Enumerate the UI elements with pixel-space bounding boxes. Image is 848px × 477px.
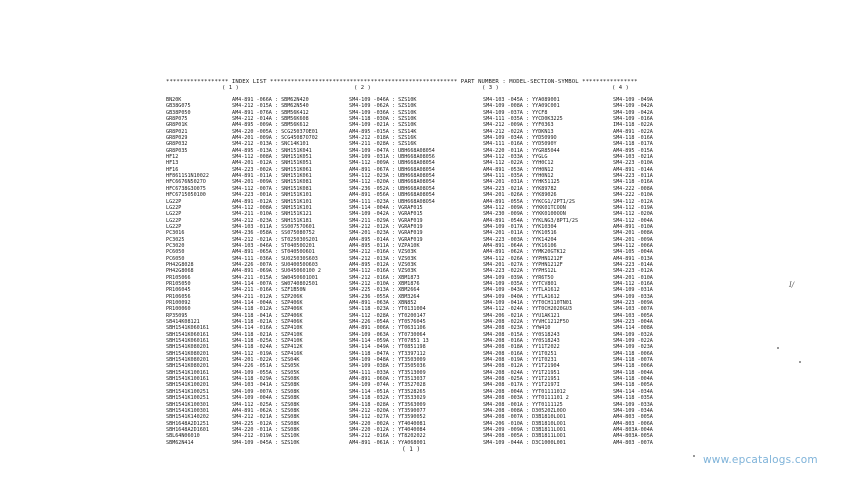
model-section-symbol-cell: AM4-891 -060A : YT3513037 (349, 376, 426, 383)
part-number-cell: SBL64N06010 (166, 433, 200, 440)
part-number-cell: SBH1541K060161 (166, 331, 209, 338)
part-number-cell: SBH1541K080201 (166, 350, 209, 357)
model-section-symbol-cell: AM4-891 -062A : SZS08K (232, 407, 300, 414)
model-section-symbol-cell: SM4-109 -033A (613, 401, 653, 408)
model-section-symbol-cell: SM4-201 -011A : YYK10516 (483, 230, 557, 237)
model-section-symbol-cell: SM4-112 -019A : SZP416K (232, 350, 303, 357)
part-number-cell: SBH1541K100301 (166, 407, 209, 414)
model-section-symbol-cell: SM4-223 -004A (613, 319, 653, 326)
model-section-symbol-cell: SM4-109 -008A : YYA09C001 (483, 103, 560, 110)
model-section-symbol-cell: AM4-891 -056A : UBH668A08054 (349, 192, 435, 199)
model-section-symbol-cell: SM4-118 -012A : SZP406K (232, 306, 303, 313)
model-section-symbol-cell: SM4-112 -022A : YYH0C12 (483, 160, 554, 167)
model-section-symbol-cell: SM4-201 -026A : YYK89026 (483, 192, 557, 199)
model-section-symbol-cell: SM4-208 -007A : D3B1810LOO1 (483, 414, 566, 421)
model-section-symbol-cell: SM4-118 -035A (613, 395, 653, 402)
model-section-symbol-cell: SM4-118 -047A : YT3397112 (349, 350, 426, 357)
model-section-symbol-cell: SM4-209 -009A : D3B1811LOO1 (483, 426, 566, 433)
model-section-symbol-cell: AM4-891 -064A : YYK16106 (483, 242, 557, 249)
part-number-cell: SB414K08121 (166, 319, 200, 326)
part-number-cell: SBH1648A2D1601 (166, 426, 209, 433)
part-number-cell: HF13 (166, 160, 179, 167)
model-section-symbol-cell: SM4-109 -045A : SZS10K (232, 439, 300, 446)
model-section-symbol-cell: AM4-201 -012A : SNH151K051 (232, 160, 312, 167)
part-number-cell: SBH1541K100301 (166, 401, 209, 408)
model-section-symbol-cell: SM4-206 -021A : YYU1AK121 (483, 312, 560, 319)
part-number-cell: PH42G8068 (166, 268, 194, 275)
model-section-symbol-cell: AM4-891 -055A : YYKCG1/2PT1/2S (483, 198, 576, 205)
model-section-symbol-cell: SM4-208 -003A : YYT0111101 2 (483, 395, 569, 402)
model-section-symbol-cell: SM4-109 -040A : YYTLA1612 (483, 293, 560, 300)
model-section-symbol-cell: SM4-111 -035A : YYH0N12 (483, 173, 554, 180)
model-section-symbol-cell: SM4-118 -032A : YT3533029 (349, 395, 426, 402)
model-section-symbol-cell: SM4-223 -010A (613, 160, 653, 167)
model-section-symbol-cell: SM4-109 -042A (613, 103, 653, 110)
model-section-symbol-cell: SM4-118 -006A (613, 350, 653, 357)
model-section-symbol-cell: AM4-891 -022A (613, 128, 653, 135)
model-section-symbol-cell: SM4-208 -023A : YYW410 (483, 325, 551, 332)
model-section-symbol-cell: SM4-223 -001A : SNH151K101 (232, 192, 312, 199)
part-number-cell: PR100092 (166, 300, 191, 306)
model-section-symbol-cell: SM4-109 -021A : SZS10K (349, 122, 417, 129)
model-section-symbol-cell: SM4-118 -004A (613, 376, 653, 383)
model-section-symbol-cell: SM4-109 -031A (613, 287, 653, 294)
model-section-symbol-cell: SM4-112 -012A (613, 198, 653, 205)
part-number-cell: SBH1541K080201 (166, 344, 209, 351)
model-section-symbol-cell: SM4-226 -051A : SZS05K (232, 363, 300, 370)
model-section-symbol-cell: SM4-208 -024A : YY1T21951 (483, 369, 560, 376)
model-section-symbol-cell: SM4-201 -027A : YYPHN1212F (483, 261, 563, 268)
model-section-symbol-cell: SM4-112 -020A (613, 211, 653, 218)
model-section-symbol-cell: SM4-112 -004A (613, 217, 653, 224)
model-section-symbol-cell: SM4-112 -009A : UBH668A08054 (349, 160, 435, 167)
model-section-symbol-cell: AM4-891 -063A : XBN852 (349, 300, 417, 306)
model-section-symbol-cell: SM4-223 -014A (613, 261, 653, 268)
part-number-cell: HFC6715050100 (166, 192, 206, 199)
model-section-symbol-cell: AM4-895 -015A : SZS14K (349, 128, 417, 135)
part-number-cell: PR105050 (166, 280, 191, 287)
model-section-symbol-cell: SM4-223 -009A (613, 300, 653, 306)
model-section-symbol-cell: SM4-208 -017A : YY1T2197I (483, 382, 560, 389)
model-section-symbol-cell: SM4-109 -047A : UBH668A08054 (349, 147, 435, 154)
model-section-symbol-cell: SM4-103 -021A (613, 154, 653, 161)
model-section-symbol-cell: AM4-891 -067A : UBH668A08054 (349, 166, 435, 173)
part-number-cell: PC6050 (166, 249, 185, 256)
model-section-symbol-cell: SM4-109 -022A (613, 338, 653, 345)
part-number-cell: PC3016 (166, 230, 185, 237)
part-number-cell: SBH1541K140202 (166, 414, 209, 421)
model-section-symbol-cell: SM4-201 -009A : SNH151K081 (232, 179, 312, 186)
part-number-cell: GR8P01K (166, 122, 188, 129)
model-section-symbol-cell: AM4-895 -011A : VZPA10K (349, 242, 420, 249)
model-section-symbol-cell: SM4-114 -004A : VGRAF015 (349, 204, 423, 211)
part-number-cell: SBH1541K060161 (166, 338, 209, 345)
model-section-symbol-cell: AM4-891 -065A : ST04050O6O1 (232, 249, 315, 256)
model-section-symbol-cell: SM4-111 -016A : YYD5090Y (483, 141, 557, 148)
model-section-symbol-cell: SM4-103 -046A : ST04050O201 (232, 242, 315, 249)
model-section-symbol-cell: SM4-118 -017A (613, 141, 653, 148)
model-section-symbol-cell: SM4-111 -033A : YT3513009 (349, 369, 426, 376)
model-section-symbol-cell: AM4-891 -062A : YYMK20GTK12 (483, 249, 566, 256)
part-number-cell: PR100060 (166, 306, 191, 313)
model-section-symbol-cell: AM4-891 -054A : YYKLNG3/8PT1/2S (483, 217, 579, 224)
model-section-symbol-cell: SM4-212 -023A : SNH151K181 (232, 217, 312, 224)
part-number-cell: GR8P021 (166, 128, 188, 135)
model-section-symbol-cell: SM4-212 -012A : VGRAF019 (349, 223, 423, 230)
model-section-symbol-cell: AM4-891 -014A (613, 166, 653, 173)
model-section-symbol-cell: SM4-212 -013A : SNC14K101 (232, 141, 309, 148)
column-3-label: ( 3 ) (482, 85, 499, 91)
model-section-symbol-cell: SM4-222 -010A (613, 192, 653, 199)
part-number-cell: GB38P050 (166, 109, 191, 116)
model-section-symbol-cell: SM4-223 -012A (613, 268, 653, 275)
model-section-symbol-cell: SM4-109 -034A (613, 407, 653, 414)
model-section-symbol-cell: SM4-118 -006A (613, 363, 653, 370)
model-section-symbol-cell: SM4-112 -027A : YT3590052 (349, 414, 426, 421)
model-section-symbol-cell: SM4-223 -022A : YYPHS12L (483, 268, 557, 275)
model-section-symbol-cell: SM4-211 -028A : SZS16K (349, 141, 417, 148)
model-section-symbol-cell: SM4-236 -052A : UBH668A08O54 (349, 185, 435, 192)
model-section-symbol-cell: SM4-226 -054A : YT0576045 (349, 319, 426, 326)
part-number-cell: LG22P (166, 198, 182, 205)
model-section-symbol-cell: AM4-891 -010A (613, 223, 653, 230)
model-section-symbol-cell: SM4-109 -048A : YT3503009 (349, 357, 426, 364)
part-number-cell: RP35095 (166, 312, 188, 319)
model-section-symbol-cell: SM4-109 -044A : D3C1000L001 (483, 439, 566, 446)
column-1-label: ( 1 ) (222, 85, 239, 91)
model-section-symbol-cell: SM4-109 -055A : SZS05K (232, 369, 300, 376)
model-section-symbol-cell: SM4-211 -029A : VGRAF019 (349, 217, 423, 224)
model-section-symbol-cell: SM4-109 -016A (613, 116, 653, 123)
model-section-symbol-cell: SM4-109 -062A : SZS10K (349, 103, 417, 110)
model-section-symbol-cell: SM4-206 -010A : D3B1810LOO1 (483, 420, 566, 427)
part-number-cell: HFC6676N5027O (166, 179, 206, 186)
model-section-symbol-cell: SM4-103 -041A : SZS08K (232, 382, 300, 389)
model-section-symbol-cell: SM4-109 -063A : YT0730064 (349, 331, 426, 338)
part-number-cell: SBH1541K100251 (166, 395, 209, 402)
part-number-cell: GR8P075 (166, 116, 188, 123)
scan-speck (777, 347, 779, 349)
part-number-cell: LG22P (166, 211, 182, 218)
model-section-symbol-cell: SM4-118 -007A (613, 357, 653, 364)
page-number: ( 1 ) (402, 446, 421, 453)
model-section-symbol-cell: SM4-109 -074A : YT3527028 (349, 382, 426, 389)
model-section-symbol-cell: AM4-803 -006A (613, 420, 653, 427)
model-section-symbol-cell: SM4-112 -008A : SNH151K101 (232, 204, 312, 211)
scan-speck (693, 455, 695, 457)
model-section-symbol-cell: SM4-223 -021A : YYK89782 (483, 185, 557, 192)
part-number-cell: PC3025 (166, 236, 185, 243)
model-section-symbol-cell: SM4-109 -046A : SZS10K (349, 97, 417, 103)
model-section-symbol-cell: SM4-211 -012A : SZP206K (232, 293, 303, 300)
model-section-symbol-cell: SM4-118 -021A : SZP410K (232, 331, 303, 338)
scan-speck (799, 361, 801, 363)
model-section-symbol-cell: SM4-201 -023A : VGRAF019 (349, 230, 423, 237)
model-section-symbol-cell: SM4-103 -045A : YYA089001 (483, 97, 560, 103)
model-section-symbol-cell: SM4-223 -002A : SNH151K061 (232, 166, 312, 173)
part-number-cell: SBH1541K100161 (166, 376, 209, 383)
part-number-cell: GR8P035 (166, 147, 188, 154)
model-section-symbol-cell: AM4-891 -006A : YT0631106 (349, 325, 426, 332)
model-section-symbol-cell: SM4-109 -034A : YYD5099O (483, 135, 557, 142)
model-section-symbol-cell: SM4-208 -018A : YY11T2022 (483, 344, 560, 351)
model-section-symbol-cell: SM4-236 -055A : XBM3264 (349, 293, 420, 300)
model-section-symbol-cell: IM4-118 -022A (613, 122, 653, 129)
part-number-cell: LG22P (166, 204, 182, 211)
model-section-symbol-cell: SM4-220 -011A : YYGR85044 (483, 147, 560, 154)
model-section-symbol-cell: AM4-891 -069A : SU045060100 2 (232, 268, 321, 275)
part-number-cell: LG22P (166, 223, 182, 230)
model-section-symbol-cell: SM4-118 -041A : SZP406K (232, 312, 303, 319)
model-section-symbol-cell: AM4-895 -014A : VGRAF019 (349, 236, 423, 243)
part-number-cell: PR106056 (166, 293, 191, 300)
model-section-symbol-cell: SM4-109 -042A : VGRAF015 (349, 211, 423, 218)
model-section-symbol-cell: SM4-112 -023A : UBH668A08054 (349, 173, 435, 180)
model-section-symbol-cell: SM4-109 -042A (613, 109, 653, 116)
model-section-symbol-cell: SM4-208 -015A : YY0S18243 (483, 331, 560, 338)
model-section-symbol-cell: SM4-208 -022A : YYVHC1212F5O (483, 319, 569, 326)
model-section-symbol-cell: AM4-891 -061A : YYA068001 (349, 439, 426, 446)
model-section-symbol-cell: SM4-212 -010A : XBM1876 (349, 280, 420, 287)
part-number-cell: LG22P (166, 217, 182, 224)
model-section-symbol-cell: SM4-114 -034A (613, 388, 653, 395)
model-section-symbol-cell: SM4-114 -051A : YT3528265 (349, 388, 426, 395)
model-section-symbol-cell: SM4-111 -036A : SU025030S603 (232, 255, 318, 262)
model-section-symbol-cell: SM4-109 -007A : SZS08K (232, 388, 300, 395)
model-section-symbol-cell: SM4-109 -032A (613, 331, 653, 338)
model-section-symbol-cell: SM4-112 -033A : YYGLG (483, 154, 548, 161)
model-section-symbol-cell: SM4-208 -005A : D3B1811LOO1 (483, 433, 566, 440)
model-section-symbol-cell: SM4-118 -005A (613, 382, 653, 389)
model-section-symbol-cell: SM4-105 -004A (613, 249, 653, 256)
model-section-symbol-cell: SM4-112 -016A (613, 280, 653, 287)
model-section-symbol-cell: SM4-212 -021A : ST025030S201 (232, 236, 318, 243)
model-section-symbol-cell: SM4-109 -004A : SZS08K (232, 395, 300, 402)
model-section-symbol-cell: SM4-114 -004A : SZP406K (232, 300, 303, 306)
model-section-symbol-cell: SM4-208 -004A : YYT01111012 (483, 388, 566, 395)
model-section-symbol-cell: SM4-211 -016A : SZF1B50N (232, 287, 306, 294)
model-section-symbol-cell: SM4-112 -007A : SNH151K081 (232, 185, 312, 192)
model-section-symbol-cell: AM4-891 -013A (613, 255, 653, 262)
model-section-symbol-cell: SM4-103 -007A (613, 306, 653, 313)
model-section-symbol-cell: AM4-895 -009A : SBM56K612 (232, 122, 309, 129)
model-section-symbol-cell: SM4-103 -005A (613, 312, 653, 319)
part-number-cell: PC6050 (166, 255, 185, 262)
model-section-symbol-cell: SM4-114 -016A : SZP410K (232, 325, 303, 332)
model-section-symbol-cell: SM4-118 -028A : YT3563009 (349, 401, 426, 408)
model-section-symbol-cell: SM4-220 -012A : YT4040084 (349, 426, 426, 433)
part-number-cell: SBH1541K100201 (166, 382, 209, 389)
model-section-symbol-cell: SM4-226 -007A : SU040050O603 (232, 261, 318, 268)
model-section-symbol-cell: SM4-118 -004A (613, 369, 653, 376)
model-section-symbol-cell: SM4-212 -021A : SZS08K (232, 414, 300, 421)
model-section-symbol-cell: AM4-803A-004A (613, 426, 653, 433)
model-section-symbol-cell: SM4-109 -041A : YYT0CH110TN01 (483, 300, 572, 306)
model-section-symbol-cell: SM4-212 -016A : XBM1873 (349, 274, 420, 281)
model-section-symbol-cell: SM4-212 -019A : SZS10K (232, 433, 300, 440)
model-section-symbol-cell: SM4-212 -014A : SBM56K608 (232, 116, 309, 123)
model-section-symbol-cell: SM4-212 -013A : VZS03K (349, 255, 417, 262)
model-section-symbol-cell: SM4-103 -011A : SS00757O601 (232, 223, 315, 230)
model-section-symbol-cell: SM4-118 -016A (613, 179, 653, 186)
model-section-symbol-cell: SM4-118 -030A : SZS10K (349, 116, 417, 123)
part-number-cell: PC3020 (166, 242, 185, 249)
model-section-symbol-cell: SM4-118 -024A : SZP412K (232, 344, 303, 351)
part-number-cell: PH42G8028 (166, 261, 194, 268)
model-section-symbol-cell: SM4-222 -008A (613, 185, 653, 192)
model-section-symbol-cell: SM4-112 -006A (613, 242, 653, 249)
model-section-symbol-cell: SM4-118 -029A : SZS08K (232, 376, 300, 383)
model-section-symbol-cell: SM4-109 -031A : UBH668A08056 (349, 154, 435, 161)
model-section-symbol-cell: SM4-112 -024A : YYT0CH2020GU3 (483, 306, 572, 313)
model-section-symbol-cell: SM4-211 -015A : SW0450601O01 (232, 274, 318, 281)
model-section-symbol-cell: SM4-111 -023A : UBH668A08O54 (349, 198, 435, 205)
table-row (166, 440, 723, 446)
part-number-cell: BN20K (166, 97, 182, 103)
model-section-symbol-cell: SM4-201 -009A (613, 236, 653, 243)
part-number-cell: SBH1541K100161 (166, 369, 209, 376)
model-section-symbol-cell: SM4-208 -016A : YY1T0251 (483, 350, 557, 357)
part-number-cell: SBH1541K080201 (166, 357, 209, 364)
model-section-symbol-cell: AM4-891 -066A : SBM62N420 (232, 97, 309, 103)
model-section-symbol-cell: SM4-109 -043A : YYTLA1612 (483, 287, 560, 294)
model-section-symbol-cell: AM4-803A-005A (613, 433, 653, 440)
model-section-symbol-cell: SM4-114 -059A : YT07851 13 (349, 338, 429, 345)
index-table (166, 97, 723, 446)
model-section-symbol-cell: SM4-223 -011A (613, 173, 653, 180)
model-section-symbol-cell: SM4-208 -001A : YYT0111125 (483, 401, 563, 408)
edge-mark: I/ (789, 281, 795, 289)
model-section-symbol-cell: SM4-112 -016A : VZS03K (349, 268, 417, 275)
model-section-symbol-cell: AM4-895 -013A : SNH151K041 (232, 147, 312, 154)
part-number-cell: SBH1541K080201 (166, 363, 209, 370)
model-section-symbol-cell: SM4-212 -015A : SBM62N540 (232, 103, 309, 110)
model-section-symbol-cell: SM4-109 -039A : YYR6T5O (483, 274, 554, 281)
model-section-symbol-cell: AM4-803 -005A (613, 414, 653, 421)
part-number-cell: HF16 (166, 166, 179, 173)
model-section-symbol-cell: SM4-112 -009A : YYKK01TCOON (483, 204, 566, 211)
model-section-symbol-cell: SM4-109 -033A (613, 293, 653, 300)
model-section-symbol-cell: SM4-109 -017A : YYK10304 (483, 223, 557, 230)
model-section-symbol-cell: SM4-220 -002A : YT4040081 (349, 420, 426, 427)
model-section-symbol-cell: SM4-201 -031A : YYHK51125 (483, 179, 560, 186)
model-section-symbol-cell: SM4-208 -019A : YY1T0231 (483, 357, 557, 364)
part-number-cell: GR8P032 (166, 141, 188, 148)
part-number-cell: SBH1541K060161 (166, 325, 209, 332)
column-2-label: ( 2 ) (354, 85, 371, 91)
model-section-symbol-cell: SM4-118 -016A (613, 135, 653, 142)
model-section-symbol-cell: SM4-114 -049A : YT0851198 (349, 344, 426, 351)
model-section-symbol-cell: AM4-895 -012A : VZS03K (349, 261, 417, 268)
model-section-symbol-cell: AM4-201 -009A : SCG45087O702 (232, 135, 318, 142)
model-section-symbol-cell: SM4-220 -011A : SZS08K (232, 426, 300, 433)
model-section-symbol-cell: SM4-208 -025A : YY1T21951 (483, 376, 560, 383)
model-section-symbol-cell: SM4-201 -022A : SZS04K (232, 357, 300, 364)
part-number-cell: HFC6738G3O075 (166, 185, 206, 192)
model-section-symbol-cell: SM4-114 -007A : SW0740802501 (232, 280, 318, 287)
model-section-symbol-cell: SM4-212 -016A : YT8202022 (349, 433, 426, 440)
model-section-symbol-cell: SM4-212 -009A : YYF0363 (483, 122, 554, 129)
model-section-symbol-cell: SM4-118 -023A : YT0131004 (349, 306, 426, 313)
model-section-symbol-cell: SM4-208 -008A : D30520ZL0OO (483, 407, 566, 414)
watermark-link[interactable]: www.epcatalogs.com (703, 454, 818, 466)
model-section-symbol-cell: SM4-212 -020A : YT3590077 (349, 407, 426, 414)
model-section-symbol-cell: AM4-803 -007A (613, 439, 653, 446)
model-section-symbol-cell: SM4-112 -019A (613, 204, 653, 211)
model-section-symbol-cell: SM4-112 -020A : UBH668A08054 (349, 179, 435, 186)
model-section-symbol-cell: SM4-201 -008A (613, 230, 653, 237)
model-section-symbol-cell: SM4-208 -016A : YY0S18243 (483, 338, 560, 345)
part-number-cell: SBH1648A2D1251 (166, 420, 209, 427)
part-number-cell: GR8P029 (166, 135, 188, 142)
model-section-symbol-cell: AM4-891 -011A : SNH151K061 (232, 173, 312, 180)
part-number-cell: SBH1541K100251 (166, 388, 209, 395)
model-section-symbol-cell: SM4-111 -035A : YYCD0K3225 (483, 116, 563, 123)
model-section-symbol-cell: SM4-230 -009A : YYKK0100OON (483, 211, 566, 218)
model-section-symbol-cell: SM4-223 -003A : YYK14204 (483, 236, 557, 243)
model-section-symbol-cell: SM4-109 -035A : YYTCV801 (483, 280, 557, 287)
part-number-cell: PR105066 (166, 274, 191, 281)
model-section-symbol-cell: SM4-109 -038A : YT3505036 (349, 363, 426, 370)
model-section-symbol-cell: SM4-114 -008A (613, 325, 653, 332)
model-section-symbol-cell: SM4-109 -049A (613, 97, 653, 103)
model-section-symbol-cell: SM4-201 -010A (613, 274, 653, 281)
model-section-symbol-cell: SM4-212 -016A : VZS03K (349, 249, 417, 256)
model-section-symbol-cell: SM4-220 -005A : SCG25037OE01 (232, 128, 318, 135)
index-list-header: ****************** INDEX LIST ****************************************************** PART NUMBER : MODEL-SECTION-SYMBOL **************** (166, 79, 638, 85)
model-section-symbol-cell: SM4-118 -021A : SZP406K (232, 319, 303, 326)
model-section-symbol-cell: AM4-891 -076A : SBM56K412 (232, 109, 309, 116)
part-number-cell: SBM62N414 (166, 439, 194, 446)
model-section-symbol-cell: SM4-211 -010A : SNH151K121 (232, 211, 312, 218)
part-number-cell: GB38G075 (166, 103, 191, 110)
model-section-symbol-cell: SM4-225 -013A : XBM2664 (349, 287, 420, 294)
model-section-symbol-cell: SM4-109 -036A : SZS10K (349, 109, 417, 116)
model-section-symbol-cell: SM4-112 -008A : SNH151K051 (232, 154, 312, 161)
model-section-symbol-cell: SM4-109 -037A : YYCF8 (483, 109, 548, 116)
model-section-symbol-cell: SM4-212 -022A : YYDKN13 (483, 128, 554, 135)
model-section-symbol-cell: AM4-895 -015A (613, 147, 653, 154)
model-section-symbol-cell: SM4-109 -023A (613, 344, 653, 351)
model-section-symbol-cell: SM4-118 -025A : SZP410K (232, 338, 303, 345)
part-number-cell: PR106045 (166, 287, 191, 294)
model-section-symbol-cell: SM4-236 -058A : SS075080752 (232, 230, 315, 237)
model-section-symbol-cell: SM4-112 -028A : YT0200147 (349, 312, 426, 319)
model-section-symbol-cell: SM4-212 -018A : SZS16K (349, 135, 417, 142)
column-4-label: ( 4 ) (612, 85, 629, 91)
part-number-cell: HF12 (166, 154, 179, 161)
model-section-symbol-cell: SM4-112 -025A : SZS08K (232, 401, 300, 408)
model-section-symbol-cell: AM4-891 -012A : SNH151K101 (232, 198, 312, 205)
model-section-symbol-cell: SM4-225 -012A : SZS08K (232, 420, 300, 427)
model-section-symbol-cell: SM4-208 -012A : YY1T21904 (483, 363, 560, 370)
part-number-cell: HF8611S1N10022 (166, 173, 209, 180)
model-section-symbol-cell: SM4-112 -026A : YYPHN1212F (483, 255, 563, 262)
model-section-symbol-cell: AM4-891 -053A : YYH0N12 (483, 166, 554, 173)
